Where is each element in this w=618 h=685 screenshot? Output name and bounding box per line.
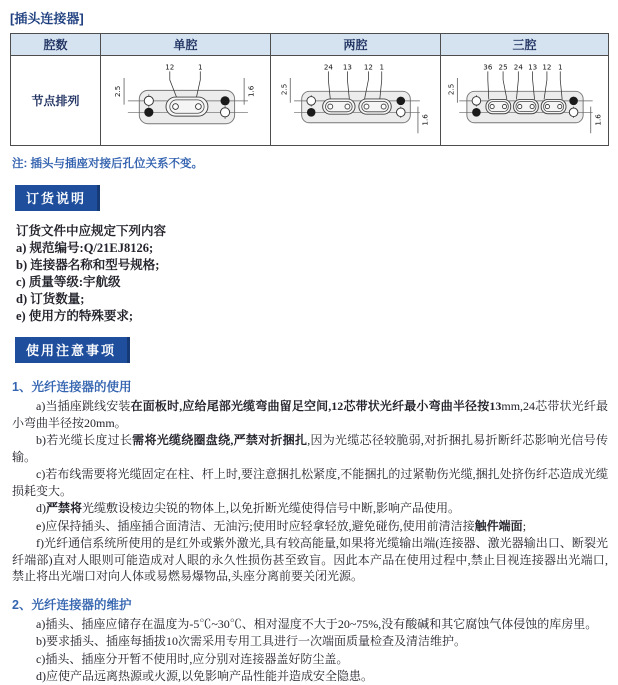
pin-label: 12 xyxy=(363,62,373,72)
text-segment: 光缆敷设棱边尖锐的物体上,以免折断光缆使得信号中断,影响产品使用。 xyxy=(82,501,461,515)
pin-label: 13 xyxy=(342,62,352,72)
row-label-node-arrangement: 节点排列 xyxy=(31,93,80,108)
precaution-section-title: 2、光纤连接器的维护 xyxy=(12,597,132,612)
pin-label: 13 xyxy=(527,62,537,72)
connector-table xyxy=(10,33,609,146)
text-segment: d) xyxy=(36,501,46,515)
precaution-sections xyxy=(12,377,608,685)
ordering-section xyxy=(16,223,608,325)
precaution-paragraph xyxy=(12,668,608,685)
precaution-paragraph xyxy=(12,518,608,535)
pin-label: 1 xyxy=(378,62,384,72)
table-row xyxy=(11,56,609,146)
dim-left-label: 2.5 xyxy=(112,85,122,98)
ordering-item: d) 订货数量; xyxy=(16,292,85,306)
precaution-paragraph xyxy=(12,535,608,585)
ordering-item: a) 规范编号:Q/21EJ8126; xyxy=(16,241,154,255)
ordering-item: b) 连接器名称和型号规格; xyxy=(16,258,160,272)
pin-label: 12 xyxy=(164,62,174,72)
ordering-intro: 订货文件中应规定下列内容 xyxy=(16,224,167,238)
pin-label: 24 xyxy=(513,62,523,72)
precaution-paragraph xyxy=(12,616,608,633)
pin-label: 36 xyxy=(482,62,492,72)
ordering-list xyxy=(16,240,608,325)
precaution-paragraph xyxy=(12,466,608,499)
col-header-triple-cavity: 三腔 xyxy=(441,34,609,56)
precautions-section-badge: 使用注意事项 xyxy=(15,337,130,363)
double-cavity-cell xyxy=(271,56,441,146)
ordering-item: c) 质量等级:宇航级 xyxy=(16,275,121,289)
dim-left-label: 2.5 xyxy=(446,83,456,96)
table-note: 注: 插头与插座对接后孔位关系不变。 xyxy=(12,158,204,170)
text-segment: a)插头、插座应储存在温度为-5℃~30℃、相对湿度不大于20~75%,没有酸碱和其它腐蚀气体侵蚀的库房里。 xyxy=(36,616,598,631)
text-segment: d)应使产品远离热源或火源,以免影响产品性能并造成安全隐患。 xyxy=(36,669,373,683)
col-header-single-cavity: 单腔 xyxy=(101,34,271,56)
ordering-section-badge: 订货说明 xyxy=(15,185,100,211)
precaution-paragraph xyxy=(12,500,608,517)
text-segment: ,因为光缆芯径较脆弱,对折捆扎易折断纤芯影响光信号传输。 xyxy=(12,433,608,464)
page-title: [插头连接器] xyxy=(10,11,84,26)
text-segment: ; xyxy=(522,518,527,533)
precaution-paragraph xyxy=(12,651,608,668)
pin-label: 24 xyxy=(323,62,333,72)
connector-diagram-single-cavity xyxy=(105,56,267,140)
table-header-row xyxy=(11,34,609,56)
single-cavity-cell xyxy=(101,56,271,146)
pin-label: 1 xyxy=(197,62,203,72)
text-segment: c)插头、插座分开暂不使用时,应分别对连接器盖好防尘盖。 xyxy=(36,651,349,666)
pin-label: 1 xyxy=(557,62,563,72)
col-header-cavity-count: 腔数 xyxy=(11,34,101,56)
text-segment: c)若布线需要将光缆固定在柱、杆上时,要注意捆扎松紧度,不能捆扎的过紧勒伤光缆,捆扎处挤伤纤芯造成光缆损耗变大。 xyxy=(12,467,608,498)
text-segment: mm,24芯带状光纤最小弯曲半径按20mm。 xyxy=(12,399,608,430)
text-segment: b)若光缆长度过长 xyxy=(36,433,133,447)
precaution-paragraph xyxy=(12,633,608,650)
ordering-item: e) 使用方的特殊要求; xyxy=(16,309,133,323)
connector-diagram-triple-cavity xyxy=(444,56,606,140)
text-segment: e)应保持插头、插座插合面清洁、无油污;使用时应轻拿轻放,避免碰伤,使用前清洁接 xyxy=(36,518,475,533)
dim-right-label: 1.6 xyxy=(592,114,602,126)
dim-right-label: 1.6 xyxy=(419,114,429,126)
dim-left-label: 2.5 xyxy=(278,83,288,96)
pin-label: 12 xyxy=(541,62,551,72)
text-segment: a)当插座跳线安装 xyxy=(36,399,131,413)
text-segment: 严禁将 xyxy=(46,501,83,515)
pin-label: 25 xyxy=(498,62,508,72)
text-segment: f)光纤通信系统所使用的是红外或紫外激光,具有较高能量,如果将光缆输出端(连接器、激光器输出口、断裂光纤端部)直对人眼则可能造成对人眼的永久性损伤甚至致盲。因此本产品在使用过程中,禁止目视连接器出光端口,禁止将出光端口对向人体或易燃易爆物品,头座分离前要关闭光源。 xyxy=(12,536,608,583)
triple-cavity-cell xyxy=(441,56,609,146)
text-segment: 需将光缆绕圈盘绕,严禁对折捆扎 xyxy=(132,433,308,447)
text-segment: b)要求插头、插座每插拔10次需采用专用工具进行一次端面质量检查及清洁维护。 xyxy=(36,634,466,648)
dim-right-label: 1.6 xyxy=(246,85,256,98)
connector-diagram-double-cavity xyxy=(275,56,437,140)
text-segment: 在面板时,应给尾部光缆弯曲留足空间,12芯带状光纤最小弯曲半径按13 xyxy=(130,399,502,413)
col-header-double-cavity: 两腔 xyxy=(271,34,441,56)
precaution-paragraph xyxy=(12,432,608,465)
precaution-section-title: 1、光纤连接器的使用 xyxy=(12,380,132,394)
text-segment: 触件端面 xyxy=(474,518,523,533)
precaution-paragraph xyxy=(12,398,608,431)
